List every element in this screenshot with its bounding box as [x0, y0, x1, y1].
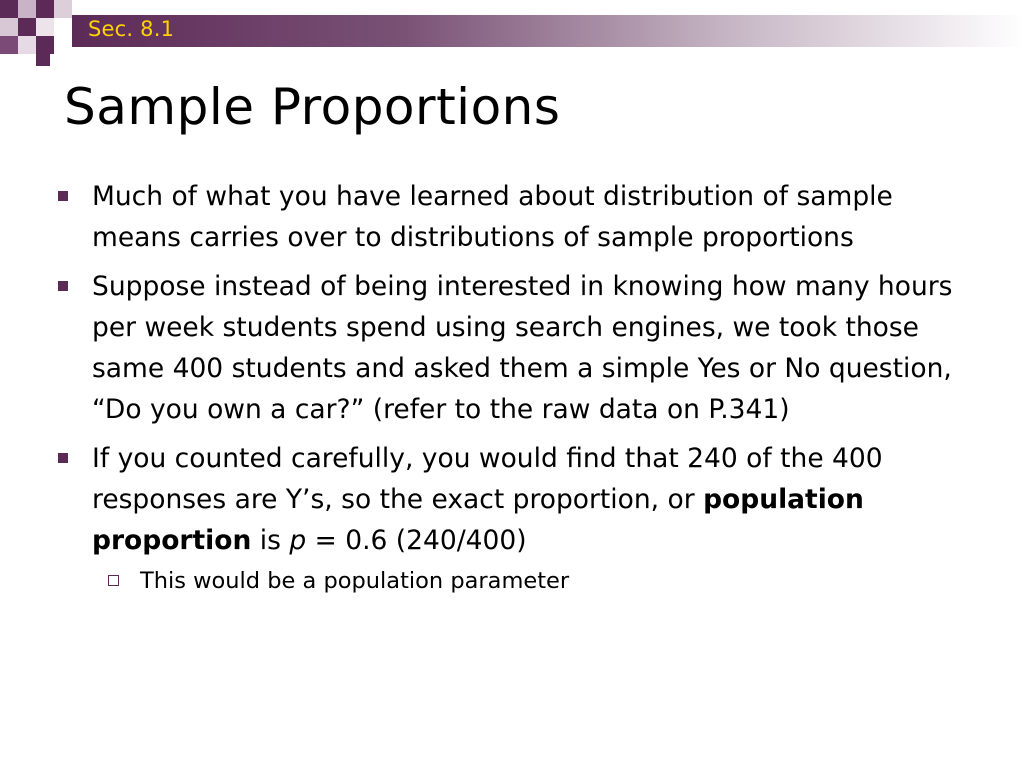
bullet-item [58, 438, 978, 561]
sub-bullet-item [58, 565, 978, 597]
bullet-text-start: If you counted carefully, you would find that 240 of the 400 responses are Y’s, so the exact proportion, or [92, 443, 883, 515]
decor-square [36, 54, 50, 66]
square-bullet-icon [58, 191, 68, 201]
decor-square [0, 36, 18, 54]
decor-square [36, 36, 54, 54]
decor-square [18, 36, 36, 54]
decor-square [0, 18, 18, 36]
bullet-text: Much of what you have learned about distribution of sample means carries over to distributions of sample proportions [92, 181, 893, 253]
decor-square [36, 0, 54, 18]
decor-square [36, 18, 54, 36]
sub-bullet-text: This would be a population parameter [140, 568, 570, 594]
bullet-text-is: is [251, 525, 290, 556]
square-bullet-icon [58, 453, 68, 463]
slide-title: Sample Proportions [64, 78, 561, 136]
header-gradient-bar [72, 15, 1024, 47]
bullet-item [58, 266, 978, 430]
hollow-square-bullet-icon [108, 575, 119, 586]
decor-square [18, 0, 36, 18]
slide-body [58, 176, 978, 597]
symbol-p: p [289, 525, 307, 556]
decor-square [0, 0, 18, 18]
bullet-item [58, 176, 978, 258]
square-bullet-icon [58, 281, 68, 291]
decor-square [18, 18, 36, 36]
decor-square [54, 0, 72, 18]
bold-term: population proportion [92, 484, 864, 556]
bullet-text: Suppose instead of being interested in knowing how many hours per week students spend using search engines, we took those same 400 students and asked them a simple Yes or No question, “Do you own a car?” (refer to the raw data on P.341) [92, 271, 953, 425]
bullet-text-end: = 0.6 (240/400) [306, 525, 527, 556]
section-label: Sec. 8.1 [88, 17, 175, 41]
